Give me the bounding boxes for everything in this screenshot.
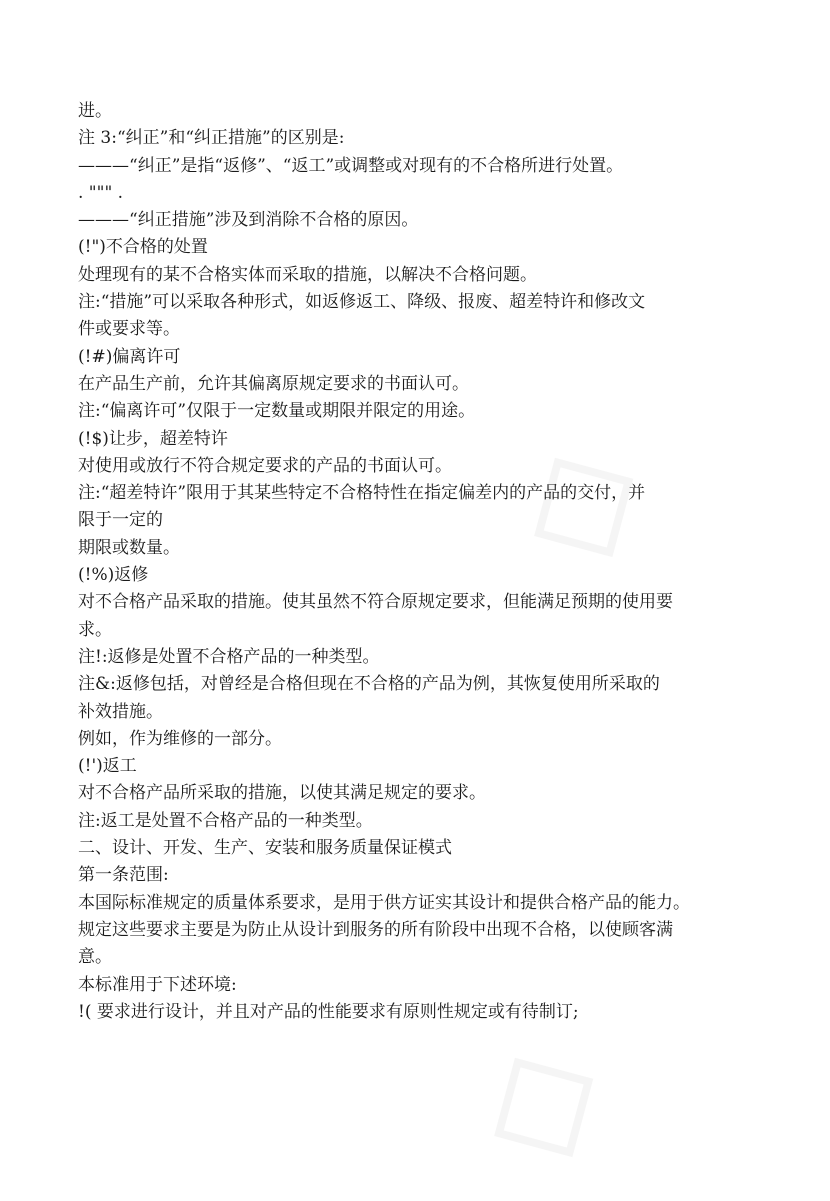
text-line: 对不合格产品所采取的措施，以使其满足规定的要求。 (78, 783, 486, 804)
text-line: 在产品生产前，允许其偏离原规定要求的书面认可。 (78, 373, 469, 394)
watermark-logo-bottom: ◇ (444, 992, 632, 1201)
text-line: 例如，作为维修的一部分。 (78, 728, 282, 749)
text-line: 注:“超差特许”限用于其某些特定不合格特性在指定偏差内的产品的交付，并 (78, 483, 646, 504)
text-line: 注:“措施”可以采取各种形式，如返修返工、降级、报废、超差特许和修改文 (78, 292, 646, 313)
text-line: (!")不合格的处置 (78, 237, 208, 258)
watermark-logo: ◇ (484, 392, 672, 602)
text-line: 规定这些要求主要是为防止从设计到服务的所有阶段中出现不合格，以使顾客满 (78, 919, 673, 940)
text-line: 对使用或放行不符合规定要求的产品的书面认可。 (78, 455, 452, 476)
text-line: 注:返工是处置不合格产品的一种类型。 (78, 810, 373, 831)
text-line: 本国际标准规定的质量体系要求，是用于供方证实其设计和提供合格产品的能力。 (78, 892, 690, 913)
text-line: 期限或数量。 (78, 537, 180, 558)
document-body (78, 98, 768, 1026)
text-line: ———“纠正措施”涉及到消除不合格的原因。 (78, 210, 419, 231)
text-line: !( 要求进行设计，并且对产品的性能要求有原则性规定或有待制订; (78, 1001, 579, 1022)
text-line: 注&:返修包括，对曾经是合格但现在不合格的产品为例，其恢复使用所采取的 (78, 674, 660, 695)
text-line: 注 3:“纠正”和“纠正措施”的区别是: (78, 128, 345, 149)
text-line: 本标准用于下述环境: (78, 974, 237, 995)
text-line: 第一条范围: (78, 865, 169, 886)
text-line: 意。 (78, 947, 112, 968)
text-line: . """ . (78, 182, 124, 203)
text-line: (!')返工 (78, 756, 137, 777)
text-line: (!#)偏离许可 (78, 346, 181, 367)
text-line: 处理现有的某不合格实体而采取的措施，以解决不合格问题。 (78, 264, 537, 285)
text-line: 注:“偏离许可”仅限于一定数量或期限并限定的用途。 (78, 401, 476, 422)
text-line: (!%)返修 (78, 565, 149, 586)
text-line: 二、设计、开发、生产、安装和服务质量保证模式 (78, 838, 452, 859)
text-line: 进。 (78, 101, 112, 121)
text-line: (!$)让步，超差特许 (78, 428, 228, 449)
text-line: ———“纠正”是指“返修”、“返工”或调整或对现有的不合格所进行处置。 (78, 155, 624, 176)
text-line: 注!:返修是处置不合格产品的一种类型。 (78, 646, 380, 667)
text-line: 求。 (78, 619, 112, 640)
text-line: 对不合格产品采取的措施。使其虽然不符合原规定要求，但能满足预期的使用要 (78, 592, 673, 613)
text-line: 限于一定的 (78, 510, 163, 531)
text-line: 补效措施。 (78, 701, 163, 722)
text-line: 件或要求等。 (78, 319, 180, 340)
